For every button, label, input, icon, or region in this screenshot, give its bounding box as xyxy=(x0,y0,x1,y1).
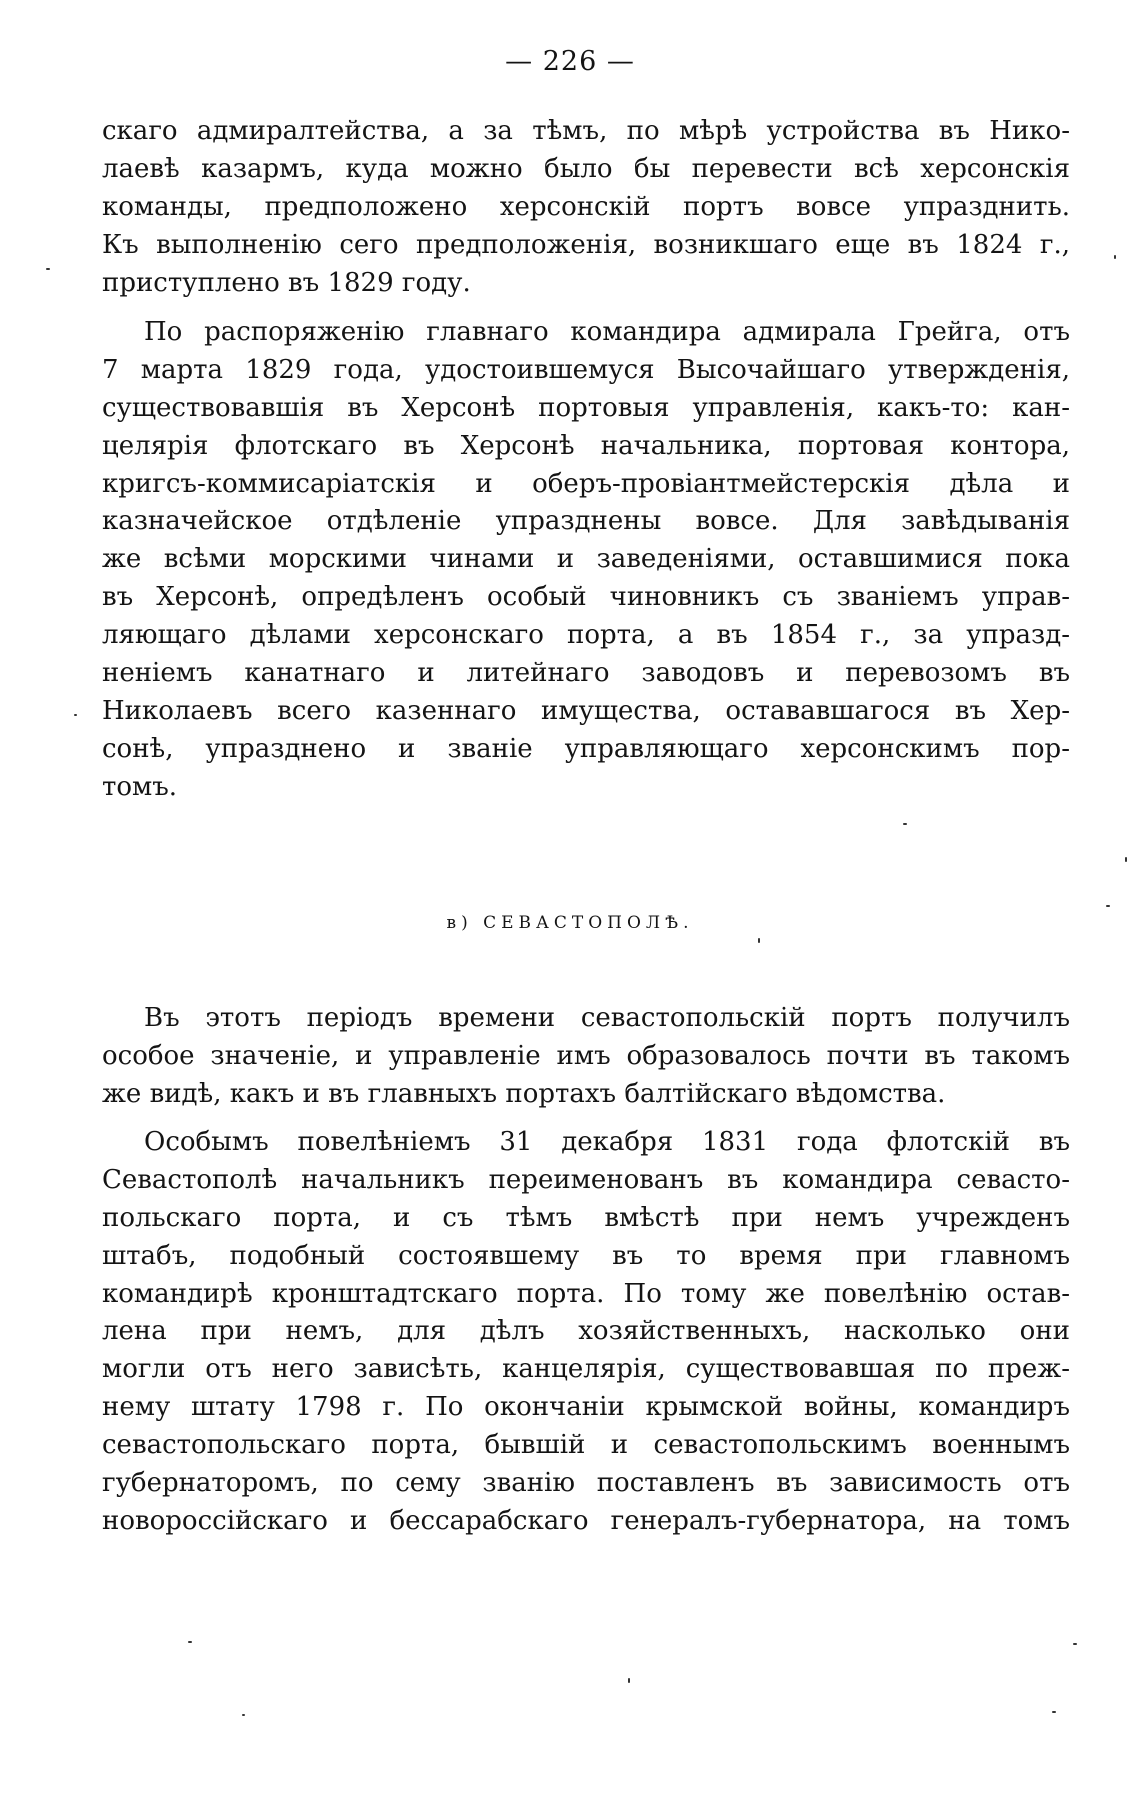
text-line: штабъ, подобный состоявшему въ то время при главномъ xyxy=(102,1240,1070,1271)
text-line: лена при немъ, для дѣлъ хозяйственныхъ, насколько они xyxy=(102,1316,1070,1347)
page-number: — 226 — xyxy=(505,46,635,77)
text-line: лаевѣ казармъ, куда можно было бы перевести всѣ херсонскія xyxy=(102,153,1070,184)
text-line: 7 марта 1829 года, удостоившемуся Высочайшаго утвержденія, xyxy=(102,354,1070,385)
scan-speck xyxy=(628,1678,630,1683)
text-line: нему штату 1798 г. По окончаніи крымской войны, командиръ xyxy=(102,1392,1070,1423)
text-line: севастопольскаго порта, бывшій и севастопольскимъ военнымъ xyxy=(102,1430,1070,1461)
text-line: Николаевъ всего казеннаго имущества, остававшагося въ Хер- xyxy=(102,695,1070,726)
scan-speck xyxy=(1106,905,1110,907)
scan-speck xyxy=(758,938,760,943)
text-line: губернаторомъ, по сему званію поставленъ въ зависимость отъ xyxy=(102,1468,1070,1499)
text-line: По распоряженію главнаго командира адмирала Грейга, отъ xyxy=(144,317,1070,347)
scan-speck xyxy=(1052,1711,1056,1713)
text-line: команды, предположено херсонскій портъ вовсе упразднить. xyxy=(102,191,1070,222)
text-line: кригсъ-коммисаріатскія и оберъ-провіантмейстерскія дѣла и xyxy=(102,468,1070,499)
text-line: приступлено въ 1829 году. xyxy=(102,267,471,298)
scan-speck xyxy=(242,1714,245,1716)
paragraph-continuation xyxy=(102,113,1070,302)
section-heading: в) СЕВАСТОПОЛѢ. xyxy=(446,913,694,933)
text-line: польскаго порта, и съ тѣмъ вмѣстѣ при немъ учрежденъ xyxy=(102,1202,1070,1233)
paragraph-sevastopol-command xyxy=(102,1124,1070,1541)
paragraph-kherson-abolition xyxy=(102,314,1070,807)
text-line: томъ. xyxy=(102,771,178,802)
text-line: особое значеніе, и управленіе имъ образовалось почти въ такомъ xyxy=(102,1040,1070,1071)
scan-speck xyxy=(903,823,907,825)
text-line: командирѣ кронштадтскаго порта. По тому же повелѣнію остав- xyxy=(102,1278,1070,1309)
text-line: же всѣми морскими чинами и заведеніями, оставшимися пока xyxy=(102,544,1070,575)
text-line: Севастополѣ начальникъ переименованъ въ командира севасто- xyxy=(102,1164,1070,1195)
scan-speck xyxy=(74,714,77,716)
text-line: новороссійскаго и бессарабскаго генералъ-губернатора, на томъ xyxy=(102,1505,1070,1536)
scan-speck xyxy=(1073,1643,1077,1645)
text-line: Особымъ повелѣніемъ 31 декабря 1831 года флотскій въ xyxy=(144,1127,1070,1157)
scan-speck xyxy=(1114,255,1116,259)
text-line: же видѣ, какъ и въ главныхъ портахъ балтійскаго вѣдомства. xyxy=(102,1078,946,1109)
text-line: сонѣ, упразднено и званіе управляющаго херсонскимъ пор- xyxy=(102,733,1070,764)
text-line: Въ этотъ періодъ времени севастопольскій портъ получилъ xyxy=(144,1003,1070,1033)
text-line: казначейское отдѣленіе упразднены вовсе. Для завѣдыванія xyxy=(102,506,1070,537)
text-line: существовавшія въ Херсонѣ портовыя управленія, какъ-то: кан- xyxy=(102,392,1070,423)
scan-speck xyxy=(1125,857,1127,862)
scan-speck xyxy=(46,268,50,270)
text-line: неніемъ канатнаго и литейнаго заводовъ и перевозомъ въ xyxy=(102,658,1070,689)
text-line: Къ выполненію сего предположенія, возникшаго еще въ 1824 г., xyxy=(102,229,1070,260)
text-line: въ Херсонѣ, опредѣленъ особый чиновникъ съ званіемъ управ- xyxy=(102,582,1070,613)
paragraph-sevastopol-intro xyxy=(102,1000,1070,1114)
text-line: ляющаго дѣлами херсонскаго порта, а въ 1854 г., за упразд- xyxy=(102,620,1070,651)
text-line: скаго адмиралтейства, а за тѣмъ, по мѣрѣ устройства въ Нико- xyxy=(102,116,1070,146)
scan-speck xyxy=(188,1641,192,1643)
text-line: целярія флотскаго въ Херсонѣ начальника, портовая контора, xyxy=(102,430,1070,461)
text-line: могли отъ него зависѣть, канцелярія, существовавшая по преж- xyxy=(102,1354,1070,1385)
